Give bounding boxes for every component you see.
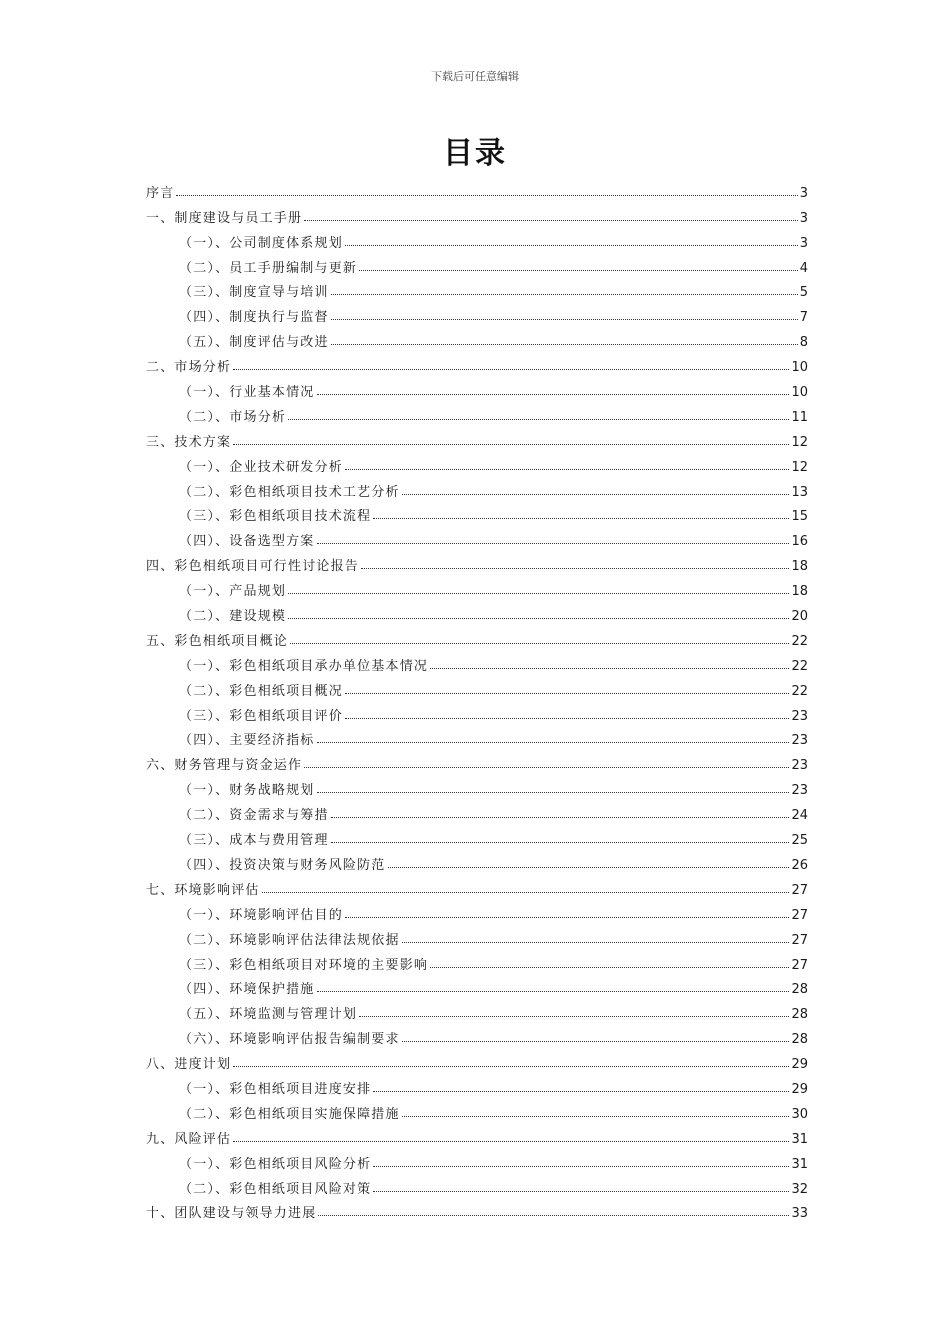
toc-entry[interactable]: [146, 923, 808, 948]
toc-entry-label: （一）、彩色相纸项目进度安排: [179, 1081, 372, 1097]
toc-entry-label: （三）、制度宣导与培训: [179, 285, 329, 301]
toc-entry-page-number: 29: [791, 1081, 808, 1097]
toc-entry-label: （四）、投资决策与财务风险防范: [179, 857, 386, 873]
toc-entry-label: （二）、市场分析: [179, 409, 287, 425]
toc-entry[interactable]: [146, 425, 808, 450]
toc-entry[interactable]: [146, 276, 808, 301]
toc-entry-label: （四）、环境保护措施: [179, 982, 315, 998]
toc-entry-label: （一）、环境影响评估目的: [179, 907, 343, 923]
toc-entry[interactable]: [146, 624, 808, 649]
toc-leader-dots: [233, 1066, 789, 1067]
toc-entry-label: （二）、彩色相纸项目技术工艺分析: [179, 484, 400, 500]
toc-entry[interactable]: [146, 176, 808, 201]
page-title: 目录: [443, 136, 507, 171]
toc-entry[interactable]: [146, 1122, 808, 1147]
toc-leader-dots: [331, 344, 798, 345]
toc-entry-label: 五、彩色相纸项目概论: [146, 633, 289, 649]
toc-leader-dots: [331, 319, 798, 320]
toc-entry-page-number: 31: [791, 1156, 808, 1172]
toc-entry-page-number: 25: [791, 833, 808, 849]
toc-leader-dots: [290, 643, 789, 644]
toc-entry[interactable]: [146, 1097, 808, 1122]
toc-entry[interactable]: [146, 300, 808, 325]
toc-entry-page-number: 8: [799, 335, 808, 351]
toc-entry[interactable]: [146, 1072, 808, 1097]
toc-leader-dots: [317, 394, 790, 395]
toc-entry-label: 四、彩色相纸项目可行性讨论报告: [146, 559, 360, 575]
toc-entry-page-number: 22: [791, 658, 808, 674]
toc-entry[interactable]: [146, 823, 808, 848]
toc-entry-page-number: 13: [791, 484, 808, 500]
toc-entry[interactable]: [146, 997, 808, 1022]
toc-entry-label: 十、团队建设与领导力进展: [146, 1206, 317, 1222]
toc-entry[interactable]: [146, 724, 808, 749]
toc-leader-dots: [317, 991, 790, 992]
toc-entry-label: 二、市场分析: [146, 360, 232, 376]
toc-entry-page-number: 5: [799, 285, 808, 301]
toc-leader-dots: [288, 618, 789, 619]
toc-leader-dots: [388, 867, 790, 868]
toc-leader-dots: [233, 1141, 789, 1142]
toc-leader-dots: [373, 518, 789, 519]
toc-entry-page-number: 3: [799, 235, 808, 251]
toc-entry[interactable]: [146, 1022, 808, 1047]
toc-leader-dots: [402, 942, 790, 943]
toc-leader-dots: [318, 1215, 789, 1216]
toc-entry[interactable]: [146, 898, 808, 923]
toc-entry-label: 六、财务管理与资金运作: [146, 758, 303, 774]
toc-entry-label: （二）、资金需求与筹措: [179, 808, 329, 824]
toc-leader-dots: [361, 568, 789, 569]
toc-entry-label: （三）、成本与费用管理: [179, 833, 329, 849]
toc-leader-dots: [345, 469, 790, 470]
toc-entry[interactable]: [146, 699, 808, 724]
toc-leader-dots: [359, 1016, 789, 1017]
toc-leader-dots: [304, 220, 798, 221]
toc-entry-page-number: 7: [799, 310, 808, 326]
toc-leader-dots: [233, 444, 789, 445]
toc-entry-page-number: 22: [791, 633, 808, 649]
toc-entry-page-number: 10: [791, 360, 808, 376]
toc-entry-page-number: 22: [791, 683, 808, 699]
toc-entry-label: 一、制度建设与员工手册: [146, 210, 303, 226]
toc-entry-label: （二）、员工手册编制与更新: [179, 260, 358, 276]
toc-leader-dots: [176, 195, 797, 196]
toc-entry-label: （一）、行业基本情况: [179, 385, 315, 401]
toc-entry[interactable]: [146, 226, 808, 251]
toc-entry-page-number: 12: [791, 434, 808, 450]
toc-entry-label: （二）、彩色相纸项目风险对策: [179, 1181, 372, 1197]
toc-entry[interactable]: [146, 450, 808, 475]
toc-leader-dots: [317, 792, 790, 793]
toc-entry[interactable]: [146, 798, 808, 823]
toc-entry-page-number: 4: [799, 260, 808, 276]
toc-entry[interactable]: [146, 1147, 808, 1172]
toc-entry-page-number: 23: [791, 733, 808, 749]
toc-entry-page-number: 29: [791, 1057, 808, 1073]
toc-entry[interactable]: [146, 500, 808, 525]
toc-entry-page-number: 15: [791, 509, 808, 525]
toc-entry-label: 三、技术方案: [146, 434, 232, 450]
toc-entry[interactable]: [146, 549, 808, 574]
toc-entry-label: （五）、环境监测与管理计划: [179, 1007, 358, 1023]
toc-entry[interactable]: [146, 773, 808, 798]
toc-entry-label: （五）、制度评估与改进: [179, 335, 329, 351]
toc-entry-label: （二）、环境影响评估法律法规依据: [179, 932, 400, 948]
toc-entry[interactable]: [146, 973, 808, 998]
toc-entry-page-number: 18: [791, 559, 808, 575]
toc-entry[interactable]: [146, 848, 808, 873]
toc-entry[interactable]: [146, 1197, 808, 1222]
toc-entry-page-number: 20: [791, 609, 808, 625]
toc-leader-dots: [402, 494, 790, 495]
toc-leader-dots: [345, 917, 790, 918]
toc-entry-page-number: 30: [791, 1106, 808, 1122]
toc-entry-label: （二）、彩色相纸项目概况: [179, 683, 343, 699]
toc-entry-page-number: 18: [791, 584, 808, 600]
toc-entry-label: （四）、设备选型方案: [179, 534, 315, 550]
toc-leader-dots: [373, 1091, 789, 1092]
toc-entry-label: （一）、公司制度体系规划: [179, 235, 343, 251]
toc-leader-dots: [262, 892, 790, 893]
toc-leader-dots: [288, 593, 789, 594]
toc-entry[interactable]: [146, 325, 808, 350]
toc-leader-dots: [430, 967, 789, 968]
toc-entry-page-number: 16: [791, 534, 808, 550]
toc-leader-dots: [345, 693, 790, 694]
toc-entry[interactable]: [146, 599, 808, 624]
toc-entry-label: （四）、制度执行与监督: [179, 310, 329, 326]
toc-entry[interactable]: [146, 201, 808, 226]
toc-leader-dots: [345, 245, 798, 246]
toc-entry[interactable]: [146, 948, 808, 973]
toc-entry-label: （三）、彩色相纸项目对环境的主要影响: [179, 957, 429, 973]
toc-leader-dots: [430, 668, 789, 669]
toc-entry[interactable]: [146, 574, 808, 599]
toc-entry-page-number: 26: [791, 857, 808, 873]
toc-entry[interactable]: [146, 524, 808, 549]
toc-entry-label: （四）、主要经济指标: [179, 733, 315, 749]
toc-entry-label: 八、进度计划: [146, 1057, 232, 1073]
toc-entry[interactable]: [146, 873, 808, 898]
toc-entry[interactable]: [146, 251, 808, 276]
toc-entry[interactable]: [146, 649, 808, 674]
toc-entry-page-number: 32: [791, 1181, 808, 1197]
toc-entry-page-number: 12: [791, 459, 808, 475]
toc-entry-label: 序言: [146, 185, 175, 201]
toc-leader-dots: [233, 369, 789, 370]
toc-entry-page-number: 33: [791, 1206, 808, 1222]
toc-entry-label: （三）、彩色相纸项目评价: [179, 708, 343, 724]
toc-entry-label: 九、风险评估: [146, 1131, 232, 1147]
toc-entry-label: （一）、彩色相纸项目承办单位基本情况: [179, 658, 429, 674]
toc-entry-page-number: 28: [791, 1032, 808, 1048]
toc-entry[interactable]: [146, 1172, 808, 1197]
toc-entry-page-number: 23: [791, 708, 808, 724]
toc-leader-dots: [402, 1041, 790, 1042]
toc-leader-dots: [288, 419, 789, 420]
toc-leader-dots: [304, 767, 789, 768]
toc-leader-dots: [317, 543, 790, 544]
toc-entry[interactable]: [146, 375, 808, 400]
table-of-contents: [146, 176, 808, 1221]
toc-entry-label: （二）、建设规模: [179, 609, 287, 625]
toc-entry-page-number: 10: [791, 385, 808, 401]
toc-entry-label: （一）、企业技术研发分析: [179, 459, 343, 475]
toc-entry-label: （一）、产品规划: [179, 584, 287, 600]
toc-entry[interactable]: [146, 350, 808, 375]
toc-entry[interactable]: [146, 400, 808, 425]
toc-leader-dots: [373, 1166, 789, 1167]
toc-entry-page-number: 23: [791, 783, 808, 799]
toc-entry-page-number: 28: [791, 1007, 808, 1023]
toc-entry-label: （二）、彩色相纸项目实施保障措施: [179, 1106, 400, 1122]
toc-entry-page-number: 24: [791, 808, 808, 824]
toc-entry-page-number: 27: [791, 882, 808, 898]
toc-leader-dots: [331, 842, 790, 843]
toc-entry-label: （三）、彩色相纸项目技术流程: [179, 509, 372, 525]
toc-leader-dots: [402, 1116, 790, 1117]
toc-entry-label: （一）、财务战略规划: [179, 783, 315, 799]
toc-entry-label: （一）、彩色相纸项目风险分析: [179, 1156, 372, 1172]
toc-leader-dots: [331, 294, 798, 295]
toc-leader-dots: [331, 817, 790, 818]
toc-entry-page-number: 31: [791, 1131, 808, 1147]
toc-entry[interactable]: [146, 475, 808, 500]
toc-leader-dots: [317, 742, 790, 743]
toc-entry[interactable]: [146, 674, 808, 699]
toc-entry[interactable]: [146, 1047, 808, 1072]
toc-leader-dots: [359, 270, 798, 271]
toc-entry-label: （六）、环境影响评估报告编制要求: [179, 1032, 400, 1048]
toc-entry-page-number: 27: [791, 907, 808, 923]
toc-entry-page-number: 27: [791, 932, 808, 948]
toc-leader-dots: [345, 718, 790, 719]
toc-entry-page-number: 23: [791, 758, 808, 774]
page-header: 下载后可任意编辑: [431, 70, 519, 83]
toc-entry-page-number: 28: [791, 982, 808, 998]
toc-entry-page-number: 11: [791, 409, 808, 425]
toc-entry-page-number: 3: [799, 185, 808, 201]
toc-entry-page-number: 27: [791, 957, 808, 973]
toc-entry[interactable]: [146, 748, 808, 773]
toc-entry-label: 七、环境影响评估: [146, 882, 260, 898]
toc-entry-page-number: 3: [799, 210, 808, 226]
toc-leader-dots: [373, 1191, 789, 1192]
